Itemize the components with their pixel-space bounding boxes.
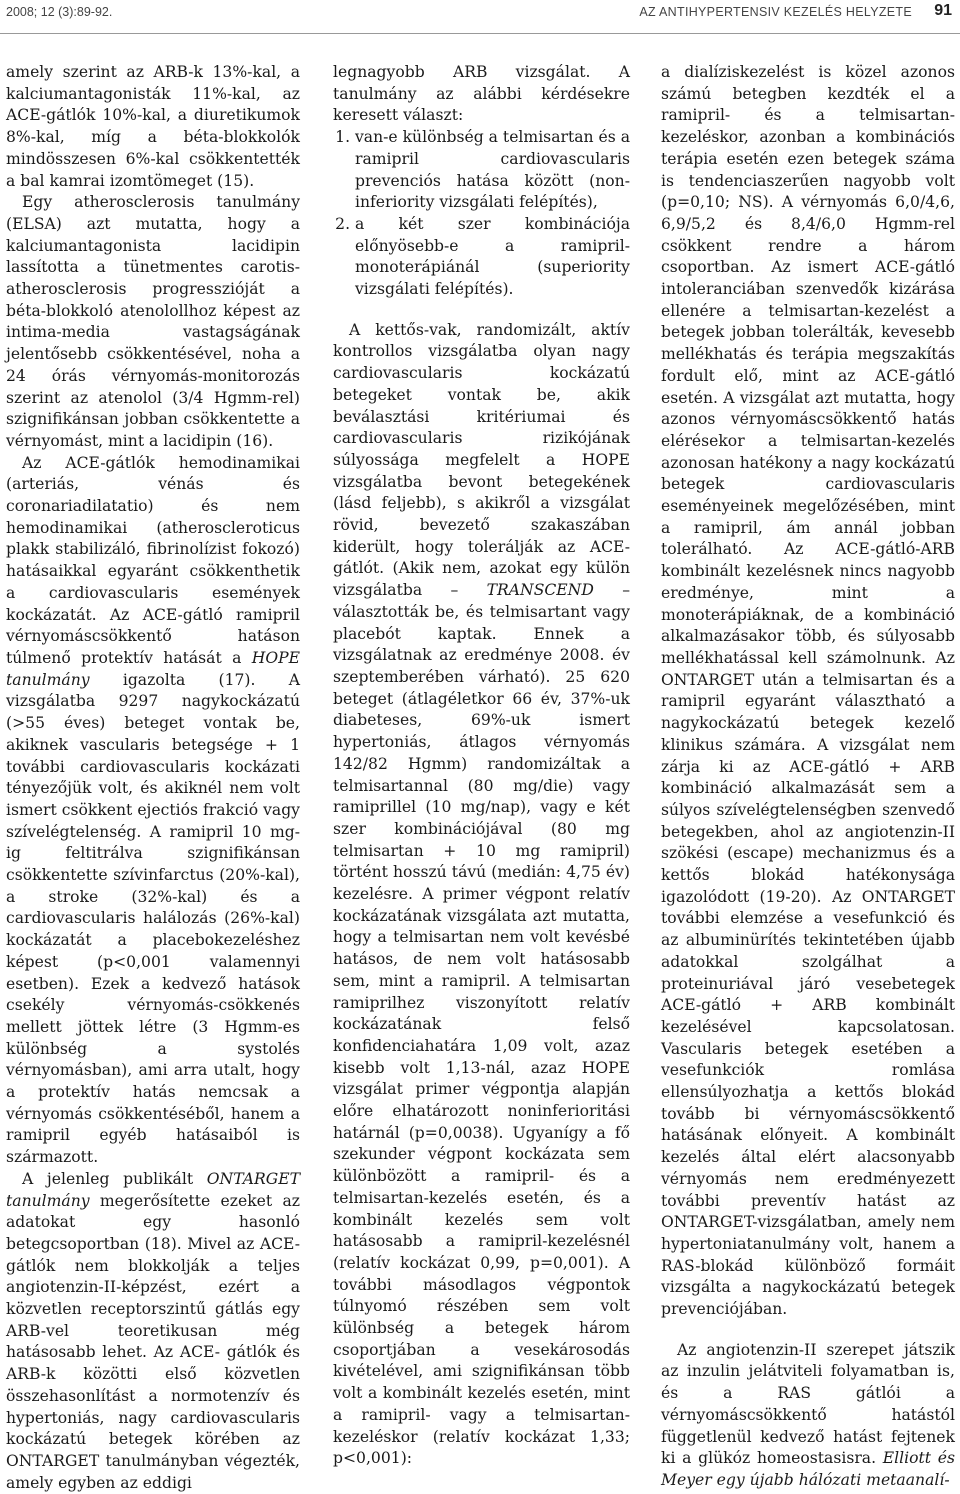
paragraph	[661, 1340, 955, 1492]
paragraph: legnagyobb ARB vizsgálat. A tanulmány az alábbi kérdésekre keresett választ:	[333, 63, 630, 125]
text-run: A kettős-vak, randomizált, aktív kontrollos vizsgálatba olyan nagy cardiovascularis kockázatú betegeket vontak be, akik beválasztási kritériumai és cardiovascularis rizikójának súlyossága megfelelt a HOPE vizsgálatba bevont betegekének (lásd feljebb), s akikről a vizsgálat rövid, bevezető szakaszában kiderült, hogy tolerálják az ACE-gátlót. (Akik nem, azokat egy külön vizsgálatba –	[333, 320, 630, 600]
study-name-emphasis: HOPE tanulmány	[6, 648, 300, 689]
list-item: 2. a két szer kombinációja előnyösebb-e a ramipril-monoterápiánál (superiority vizsgálati felépítés).	[355, 214, 630, 301]
study-name-emphasis: ONTARGET tanulmány	[6, 1169, 300, 1210]
text-column-1	[6, 62, 300, 1492]
running-title: AZ ANTIHYPERTENSIV KEZELÉS HELYZETE	[639, 5, 912, 19]
header-rule	[0, 33, 960, 34]
paragraph	[6, 1169, 300, 1494]
list-item: 1. van-e különbség a telmisartan és a ramipril cardiovascularis prevenciós hatása között (non-inferiority vizsgálati felépítés),	[355, 127, 630, 214]
question-list	[333, 127, 630, 301]
paragraph: amely szerint az ARB-k 13%-kal, a kalciumantagonisták 11%-kal, az ACE-gátlók 10%-kal, a diuretikumok 8%-kal, míg a béta-blokkolók mindösszesen 6%-kal csökkentették a bal kamrai izomtömeget (15).	[6, 63, 300, 190]
paragraph: a dialíziskezelést is közel azonos számú betegben kezdték el a ramipril- és a telmisartan-kezeléskor, azonban a kombinációs terápia esetén ezen betegek száma is tendenciaszerűen nagyobb volt (p=0,10; NS). A vérnyomás 6,0/4,6, 6,9/5,2 és 8,4/6,0 Hgmm-rel csökkent rendre a három csoportban. Az ismert ACE-gátló intoleranciában szenvedők kizárása ellenére a telmisartan-kezelést a betegek jobban tolerálták, kevesebb mellékhatás és terápia megszakítás fordult elő, mint az ACE-gátló esetén. A vizsgálat azt mutatta, hogy azonos vérnyomáscsökkentő hatás elérésekor a telmisartan-kezelés azonosan hatékony a nagy kockázatú betegek cardiovascularis eseményeinek megelőzésében, mint a ramipril, ám annál jobban tolerálható. Az ACE-gátló-ARB kombinált kezelésnek nincs nagyobb eredménye, mint a monoterápiáknak, de a kombináció alkalmazásakor több, és súlyosabb mellékhatással kell számolnunk. Az ONTARGET után a telmisartan és a ramipril egyaránt választható a nagykockázatú betegek kezelő klinikus számára. A vizsgálat nem zárja ki az ACE-gátló + ARB kombináció alkalmazását sem a súlyos szívelégtelenségben szenvedő betegekben, ahol az angiotenzin-II szökési (escape) mechanizmus és a kettős blokád hatékonysága igazolódott (19-20). Az ONTARGET további elemzése a vesefunkció és az albuminürítés tekintetében újabb adatokkal szolgálhat a proteinuriával járó vesebetegek ACE-gátló + ARB kombinált kezelésével kapcsolatosan. Vascularis betegek esetében a vesefunkciók romlása ellensúlyozhatja a kettős blokád tovább bi vérnyomáscsökkentő hatásának előnyeit. A kombinált kezelés által elért alacsonyabb vérnyomás nem eredményezett további preventív hatást az ONTARGET-vizsgálatban, amely nem hypertoniatanulmány volt, hanem a RAS-blokád különböző formáit vizsgálta a nagykockázatú betegek prevenciójában.	[661, 63, 955, 1319]
paragraph	[6, 453, 300, 1169]
authors-emphasis: Elliott és Meyer egy újabb hálózati metaanalí-	[661, 1449, 955, 1489]
text-run: A jelenleg publikált	[22, 1169, 207, 1188]
paragraph: Egy atherosclerosis tanulmány (ELSA) azt mutatta, hogy a kalciumantagonista lacidipin lassította a tünetmentes carotis-atherosclerosis progresszióját a béta-blokkoló atenolollhoz képest az intima-media vastagságának jelentősebb csökkentésével, noha a 24 órás vérnyomás-monitorozás szerint az atenolol (3/4 Hgmm-rel) szignifikánsan jobban csökkentette a vérnyomást, mint a lacidipin (16).	[6, 193, 300, 450]
text-run: Az ACE-gátlók hemodinamikai (arteriás, vénás és coronariadilatatio) és nem hemodinamikai (atheroscleroticus plakk stabilizáló, fibrinolízist fokozó) hatásaikkal egyaránt csökkenthetik a cardiovascularis események kockázatát. Az ACE-gátló ramipril vérnyomáscsökkentő hatáson túlmenő protektív hatását a	[6, 453, 300, 667]
text-run: igazolta (17). A vizsgálatba 9297 nagykockázatú (>55 éves) beteget vontak be, akiknek vascularis betegsége + 1 további cardiovascularis kockázati tényezőjük volt, és akiknél nem volt ismert csökkent ejectiós frakció vagy szívelégtelenség. A ramipril 10 mg-ig feltitrálva szignifikánsan csökkentette szívinfarctus (20%-kal), a stroke (32%-kal) és a cardiovascularis halálozás (26%-kal) kockázatát a placebokezeléshez képest (p<0,001 valamennyi esetben). Ezek a kedvező hatások csekély vérnyomás-csökkenés mellett jöttek létre (3 Hgmm-es különbség a systolés vérnyomásban), ami arra utalt, hogy a protektív hatás nemcsak a vérnyomás csökkentéséből, hanem a ramipril egyéb hatásaiból is származott.	[6, 670, 300, 1167]
text-column-3	[661, 62, 955, 1489]
study-name-emphasis: TRANSCEND	[486, 581, 594, 600]
page-number: 91	[934, 2, 952, 19]
text-run: megerősítette ezeket az adatokat egy hasonló betegcsoportban (18). Mivel az ACE-gátlók nem blokkolják a teljes angiotenzin-II-képzést, ezért a közvetlen receptorszintű gátlás egy ARB-vel teoretikusan még hatásosabb lehet. Az ACE- gátlók és ARB-k közötti első közvetlen összehasonlítást a normotenzív és hypertoniás, nagy cardiovascularis kockázatú betegek körében az ONTARGET tanulmányban végezték, amely egyben az eddigi	[6, 1191, 300, 1492]
page-header	[0, 0, 960, 34]
text-run: Az angiotenzin-II szerepet játszik az inzulin jelátviteli folyamatban is, és a RAS gátlói a vérnyomáscsökkentő hatástól függetlenül kedvező hatást fejtenek ki a glükóz homeostasisra.	[661, 1340, 955, 1468]
text-run: – választották be, és telmisartant vagy placebót kaptak. Ennek a vizsgálatnak az eredménye 2008. év szeptemberében várható). 25 620 beteget (átlagéletkor 66 év, 37%-uk diabeteses, 69%-uk ismert hypertoniás, átlagos vérnyomás 142/82 Hgmm) randomizáltak a telmisartannal (80 mg/die) vagy ramiprillel (10 mg/nap), vagy e két szer kombinációjával (80 mg telmisartan + 10 mg ramipril) történt hosszú távú (medián: 4,75 év) kezelésre. A primer végpont relatív kockázatának vizsgálata azt mutatta, hogy a telmisartan nem volt kevésbé hatásos, de nem volt hatásosabb sem, mint a ramipril. A telmisartan ramiprilhez viszonyított relatív kockázatának felső konfidenciahatára 1,09 volt, azaz kisebb volt 1,13-nál, azaz HOPE vizsgálat primer végpontja alapján előre elhatározott noninferioritási határnál (p=0,0038). Ugyanígy a fő szekunder végpont kockázata sem különbözött a ramipril- és a telmisartan-kezelés esetén, és a kombinált kezelés sem volt hatásosabb a ramipril-kezelésnél (relatív kockázat 0,99, p=0,001). A további másodlagos végpontok túlnyomó részében sem volt különbség a betegek három csoportjában a vesekárosodás kivételével, ami szignifikánsan több volt a kombinált kezelés esetén, mint a ramipril- vagy a telmisartan-kezeléskor (relatív kockázat 1,33; p<0,001):	[333, 581, 630, 1468]
paragraph	[333, 320, 630, 1470]
journal-citation: 2008; 12 (3):89-92.	[6, 5, 113, 19]
text-column-2	[333, 62, 630, 1468]
